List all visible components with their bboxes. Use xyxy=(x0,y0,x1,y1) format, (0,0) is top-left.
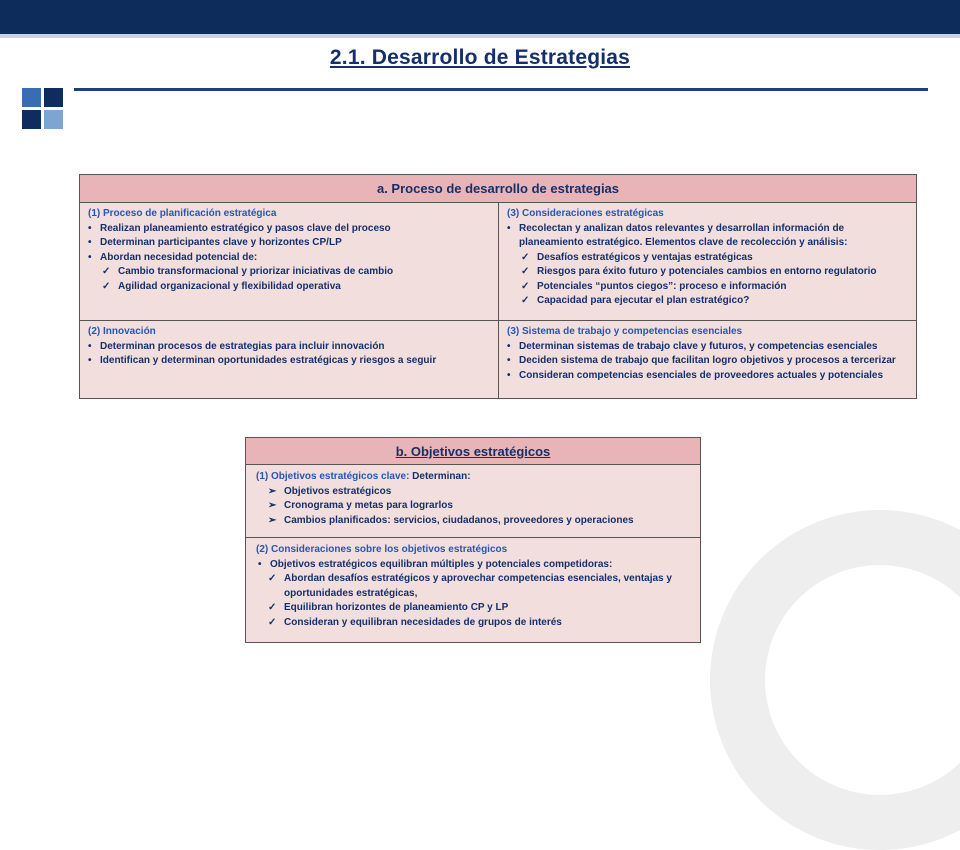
cell-title: (3) Consideraciones estratégicas xyxy=(507,208,664,219)
check-icon: ✓ xyxy=(521,251,530,263)
cell-title: (2) Innovación xyxy=(88,326,156,337)
sub-item: ✓ Agilidad organizacional y flexibilidad operativa xyxy=(88,280,492,295)
header-underline xyxy=(0,34,960,38)
arrow-icon: ➢ xyxy=(268,500,277,511)
sub-item: ✓ Equilibran horizontes de planeamiento CP y LP xyxy=(256,601,692,616)
check-icon: ✓ xyxy=(521,295,530,306)
title-divider xyxy=(74,88,928,91)
bullet-icon: • xyxy=(258,558,262,570)
list-item: • Identifican y determinan oportunidades estratégicas y riesgos a seguir xyxy=(88,354,492,369)
strategy-process-heading: a. Proceso de desarrollo de estrategias xyxy=(80,175,916,203)
watermark-logo xyxy=(710,510,960,850)
cell-innovation xyxy=(80,321,498,398)
section-title: (1) Objetivos estratégicos clave: Determinan: xyxy=(256,471,471,482)
sub-item: ✓ Consideran y equilibran necesidades de grupos de interés xyxy=(256,616,692,631)
strategy-process-box xyxy=(79,174,917,399)
check-icon: ✓ xyxy=(102,266,111,277)
page-title: 2.1. Desarrollo de Estrategias xyxy=(329,46,631,69)
list-item: • Recolectan y analizan datos relevantes y desarrollan información de planeamiento estratégico. Elementos clave de recolección y análisis: xyxy=(507,222,848,248)
arrow-icon: ➢ xyxy=(268,514,277,526)
bullet-icon: • xyxy=(507,340,511,352)
list-item: • Abordan necesidad potencial de: xyxy=(88,251,492,266)
header-bar xyxy=(0,0,960,34)
list-item: • Deciden sistema de trabajo que facilitan logro objetivos y procesos a tercerizar xyxy=(507,354,910,369)
sub-item: ➢ Cronograma y metas para lograrlos xyxy=(256,499,692,514)
strategic-objectives-heading: b. Objetivos estratégicos xyxy=(246,438,700,465)
sub-item: ✓ Potenciales “puntos ciegos”: proceso e información xyxy=(507,280,910,295)
list-item: • Determinan participantes clave y horizontes CP/LP xyxy=(88,236,492,251)
list-item: • Determinan sistemas de trabajo clave y futuros, y competencias esenciales xyxy=(507,340,910,355)
cell-title: (3) Sistema de trabajo y competencias esenciales xyxy=(507,326,743,337)
check-icon: ✓ xyxy=(268,616,277,628)
cell-planning xyxy=(80,203,498,321)
check-icon: ✓ xyxy=(102,280,111,292)
logo-grid-icon xyxy=(22,88,64,130)
check-icon: ✓ xyxy=(521,280,530,292)
bullet-icon: • xyxy=(507,222,511,234)
strategic-objectives-box xyxy=(245,437,701,643)
objectives-considerations-section xyxy=(246,538,700,633)
check-icon: ✓ xyxy=(268,573,277,584)
section-title: (2) Consideraciones sobre los objetivos estratégicos xyxy=(256,544,508,555)
bullet-icon: • xyxy=(507,355,511,366)
sub-item: ✓ Cambio transformacional y priorizar iniciativas de cambio xyxy=(88,265,492,280)
sub-item: ➢ Objetivos estratégicos xyxy=(256,485,692,500)
check-icon: ✓ xyxy=(268,602,277,613)
list-item: • Realizan planeamiento estratégico y pasos clave del proceso xyxy=(88,222,492,237)
check-icon: ✓ xyxy=(521,266,530,277)
cell-strategic-considerations xyxy=(498,203,916,321)
sub-item: ✓ Riesgos para éxito futuro y potenciales cambios en entorno regulatorio xyxy=(507,265,910,280)
list-item: • Objetivos estratégicos equilibran múltiples y potenciales competidoras: xyxy=(256,558,692,573)
list-item: • Consideran competencias esenciales de proveedores actuales y potenciales xyxy=(507,369,910,384)
sub-item: ➢ Cambios planificados: servicios, ciudadanos, proveedores y operaciones xyxy=(256,514,692,529)
bullet-icon: • xyxy=(507,369,511,381)
bullet-icon: • xyxy=(88,340,92,352)
bullet-icon: • xyxy=(88,222,92,234)
arrow-icon: ➢ xyxy=(268,485,277,497)
key-objectives-section xyxy=(246,465,700,538)
bullet-icon: • xyxy=(88,355,92,366)
list-item: • Determinan procesos de estrategias para incluir innovación xyxy=(88,340,492,355)
sub-item: ✓ Capacidad para ejecutar el plan estratégico? xyxy=(507,294,910,309)
cell-work-systems xyxy=(498,321,916,398)
bullet-icon: • xyxy=(88,237,92,248)
cell-title: (1) Proceso de planificación estratégica xyxy=(88,208,277,219)
sub-item: ✓ Desafíos estratégicos y ventajas estratégicas xyxy=(507,251,910,266)
bullet-icon: • xyxy=(88,251,92,263)
sub-item: ✓ Abordan desafíos estratégicos y aprovechar competencias esenciales, ventajas y oportunidades estratégicas, xyxy=(268,573,672,599)
